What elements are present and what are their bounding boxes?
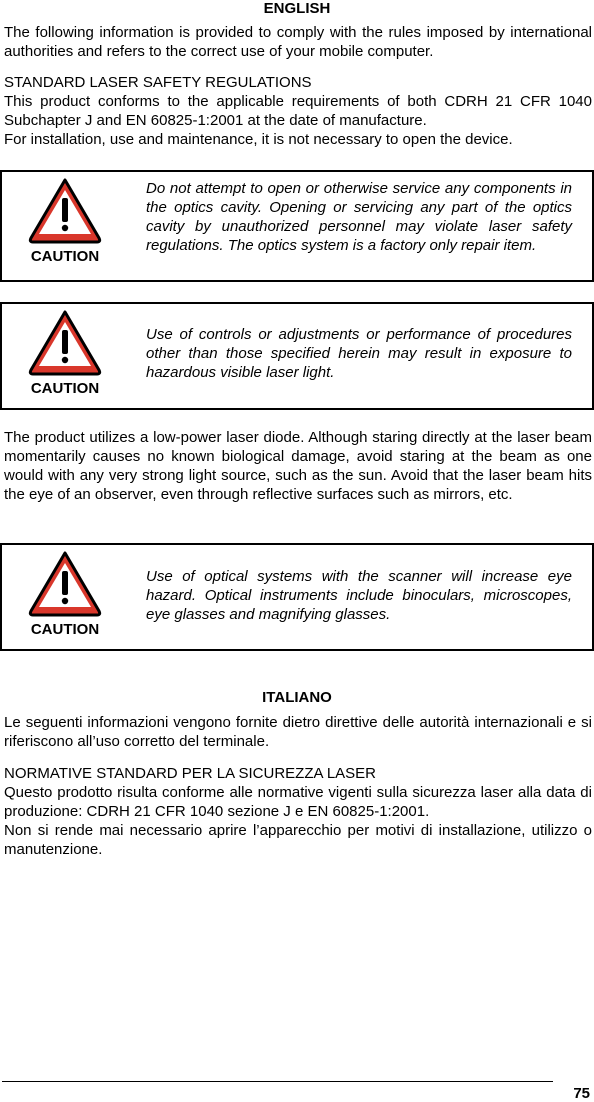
caution-box-3 [0,543,594,651]
caution-icon-group [26,308,104,397]
english-diode-text: The product utilizes a low-power laser diode. Although staring directly at the laser beam momentarily causes no known biological damage, avoid staring at the beam as one would with any very strong light source, such as the sun. Avoid that the laser beam hits the eye of an observer, even through reflective surfaces such as mirrors, etc. [4,429,592,503]
caution-text: Do not attempt to open or otherwise service any components in the optics cavity. Opening or servicing any part of the optics cavity by unauthorized personnel may violate laser safety regulations. The optics system is a factory only repair item. [146,180,572,254]
english-standard-text: This product conforms to the applicable requirements of both CDRH 21 CFR 1040 Subchapter J and EN 60825-1:2001 at the date of manufacture. [4,93,592,129]
caution-icon-group [26,176,104,265]
italiano-standard-title: NORMATIVE STANDARD PER LA SICUREZZA LASER [4,765,377,782]
caution-text: Use of controls or adjustments or performance of procedures other than those specified herein may result in exposure to hazardous visible laser light. [146,326,572,381]
warning-triangle-icon [27,549,103,617]
english-heading: ENGLISH [263,0,331,17]
caution-label: CAUTION [30,248,100,265]
english-standard-title: STANDARD LASER SAFETY REGULATIONS [4,74,312,91]
caution-box-1 [0,170,594,282]
italiano-standard-block [4,764,592,859]
caution-box-2 [0,302,594,410]
italiano-install-text: Non si rende mai necessario aprire l’apparecchio per motivi di installazione, utilizzo o manutenzione. [4,822,592,858]
caution-label: CAUTION [30,380,100,397]
caution-label: CAUTION [30,621,100,638]
italiano-standard-text: Questo prodotto risulta conforme alle normative vigenti sulla sicurezza laser alla data di produzione: CDRH 21 CFR 1040 sezione J e EN 60825-1:2001. [4,784,592,820]
italiano-intro: Le seguenti informazioni vengono fornite dietro direttive delle autorità internazionali e si riferiscono all’uso corretto del terminale. [4,714,592,750]
english-install-text: For installation, use and maintenance, it is not necessary to open the device. [4,131,513,148]
warning-triangle-icon [27,176,103,244]
warning-triangle-icon [27,308,103,376]
caution-text: Use of optical systems with the scanner will increase eye hazard. Optical instruments include binoculars, microscopes, eye glasses and magnifying glasses. [146,568,572,623]
english-standard-block [4,73,592,149]
caution-icon-group [26,549,104,638]
footer-divider [2,1081,553,1082]
page-number: 75 [573,1085,590,1102]
italiano-heading: ITALIANO [262,689,332,706]
english-intro: The following information is provided to comply with the rules imposed by international authorities and refers to the correct use of your mobile computer. [4,24,592,60]
